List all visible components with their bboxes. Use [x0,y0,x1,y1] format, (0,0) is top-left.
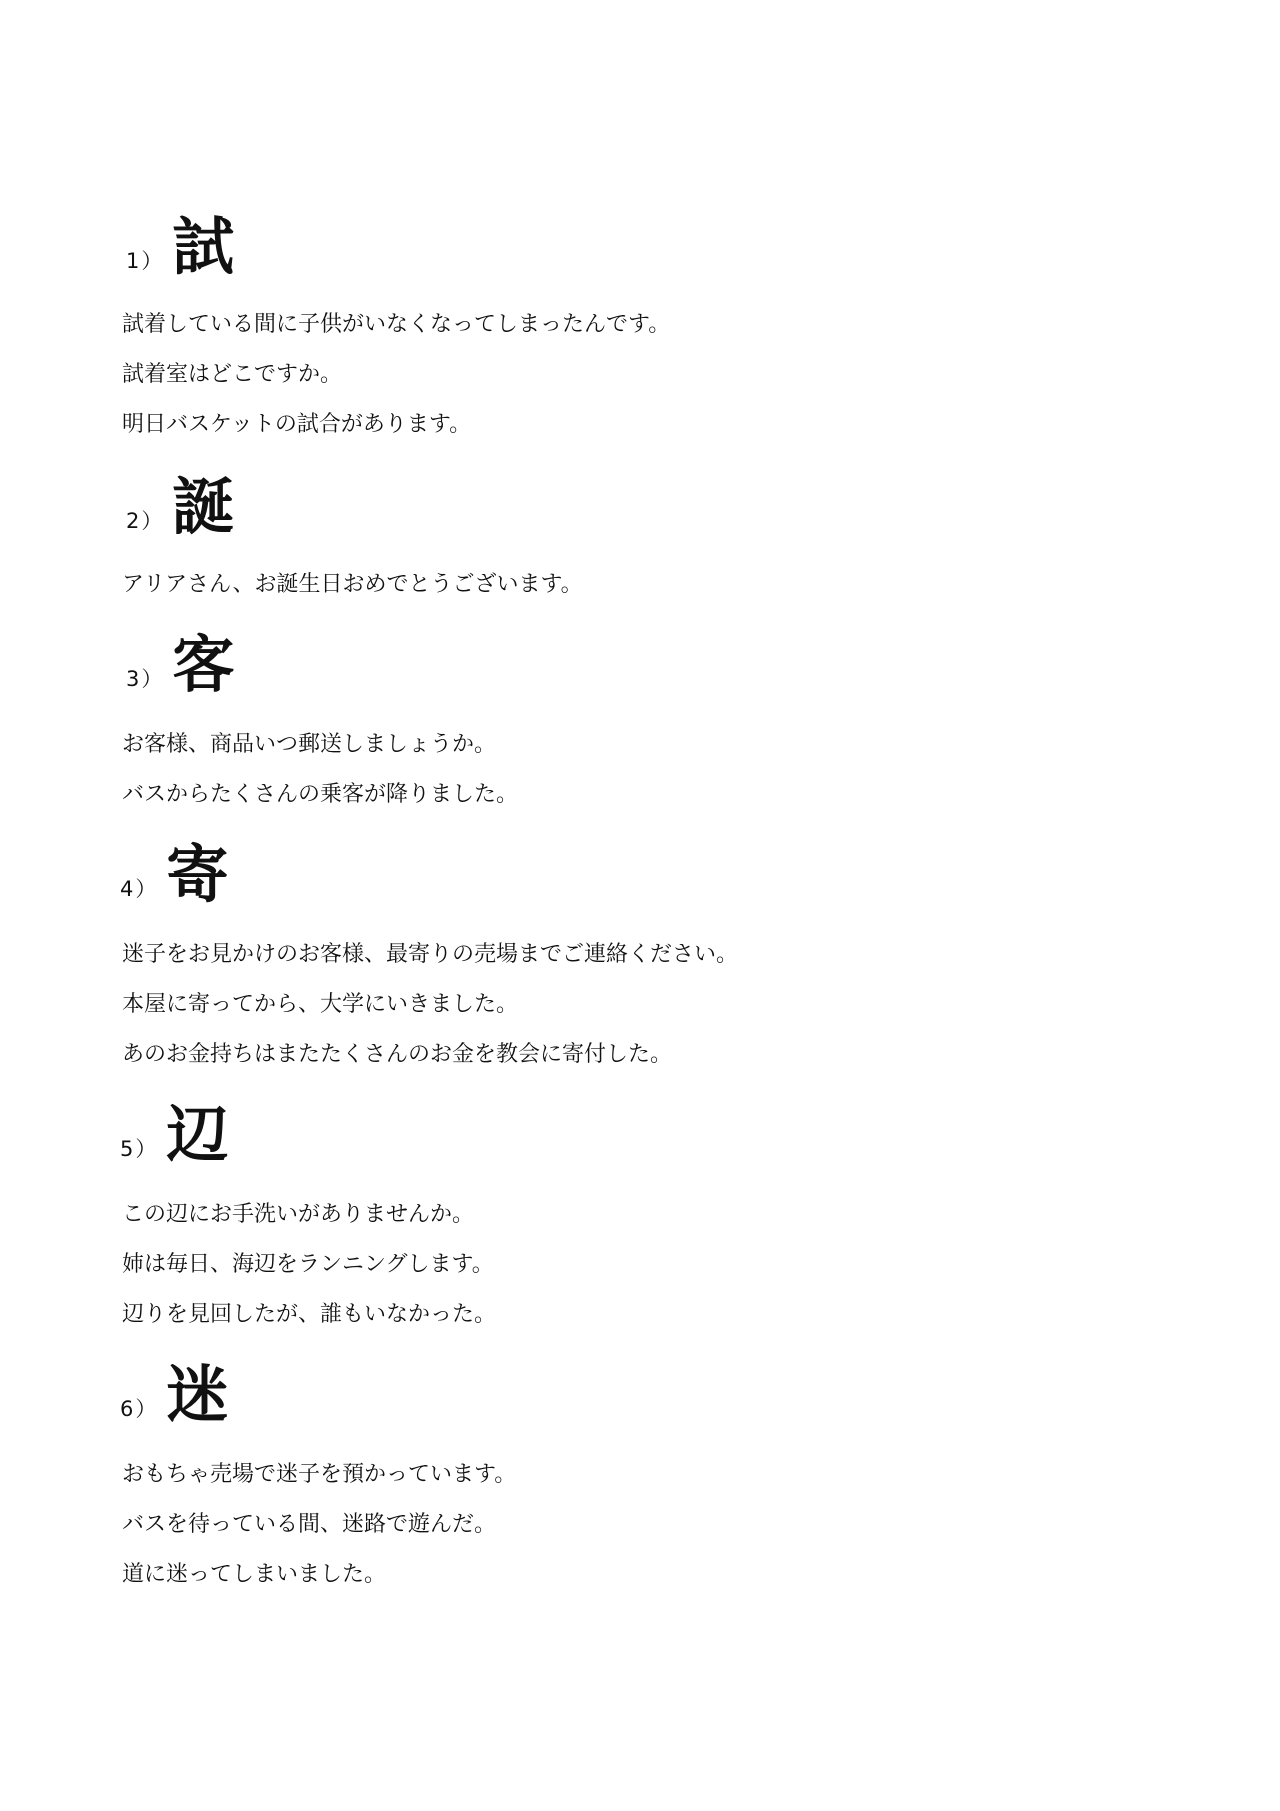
section-6-heading [120,1358,229,1431]
section-4-sentence-1: 迷子をお見かけのお客様、最寄りの売場までご連絡ください。 [122,942,739,967]
section-1-kanji: 試 [172,210,235,283]
section-5-sentence-3: 辺りを見回したが、誰もいなかった。 [122,1302,497,1327]
section-1-sentence-2: 試着室はどこですか。 [122,362,343,387]
section-6-sentence-2: バスを待っている間、迷路で遊んだ。 [122,1512,497,1537]
section-5-sentence-1: この辺にお手洗いがありませんか。 [122,1202,475,1227]
section-4-sentence-3: あのお金持ちはまたたくさんのお金を教会に寄付した。 [122,1042,673,1067]
section-6-sentence-3: 道に迷ってしまいました。 [122,1562,387,1587]
section-3-kanji: 客 [172,628,235,701]
section-1-heading [126,210,235,283]
section-3-number: 3） [126,667,165,691]
section-5-kanji: 辺 [166,1098,229,1171]
section-4-heading [120,838,229,911]
section-2-kanji: 誕 [172,470,235,543]
section-3-sentence-1: お客様、商品いつ郵送しましょうか。 [122,732,497,757]
section-6-sentence-1: おもちゃ売場で迷子を預かっています。 [122,1462,517,1487]
section-6-number: 6） [120,1397,159,1421]
section-5-sentence-2: 姉は毎日、海辺をランニングします。 [122,1252,494,1277]
section-6-kanji: 迷 [166,1358,229,1431]
section-1-sentence-1: 試着している間に子供がいなくなってしまったんです。 [122,312,671,337]
section-2-heading [126,470,235,543]
section-4-sentence-2: 本屋に寄ってから、大学にいきました。 [122,992,519,1017]
section-1-number: 1） [126,249,165,273]
section-3-heading [126,628,235,701]
section-4-number: 4） [120,877,159,901]
section-3-sentence-2: バスからたくさんの乗客が降りました。 [122,782,519,807]
section-2-number: 2） [126,509,165,533]
section-4-kanji: 寄 [166,838,229,911]
section-1-sentence-3: 明日バスケットの試合があります。 [122,412,472,437]
section-2-sentence-1: アリアさん、お誕生日おめでとうございます。 [122,572,583,597]
section-5-heading [120,1098,229,1171]
section-5-number: 5） [120,1137,159,1161]
